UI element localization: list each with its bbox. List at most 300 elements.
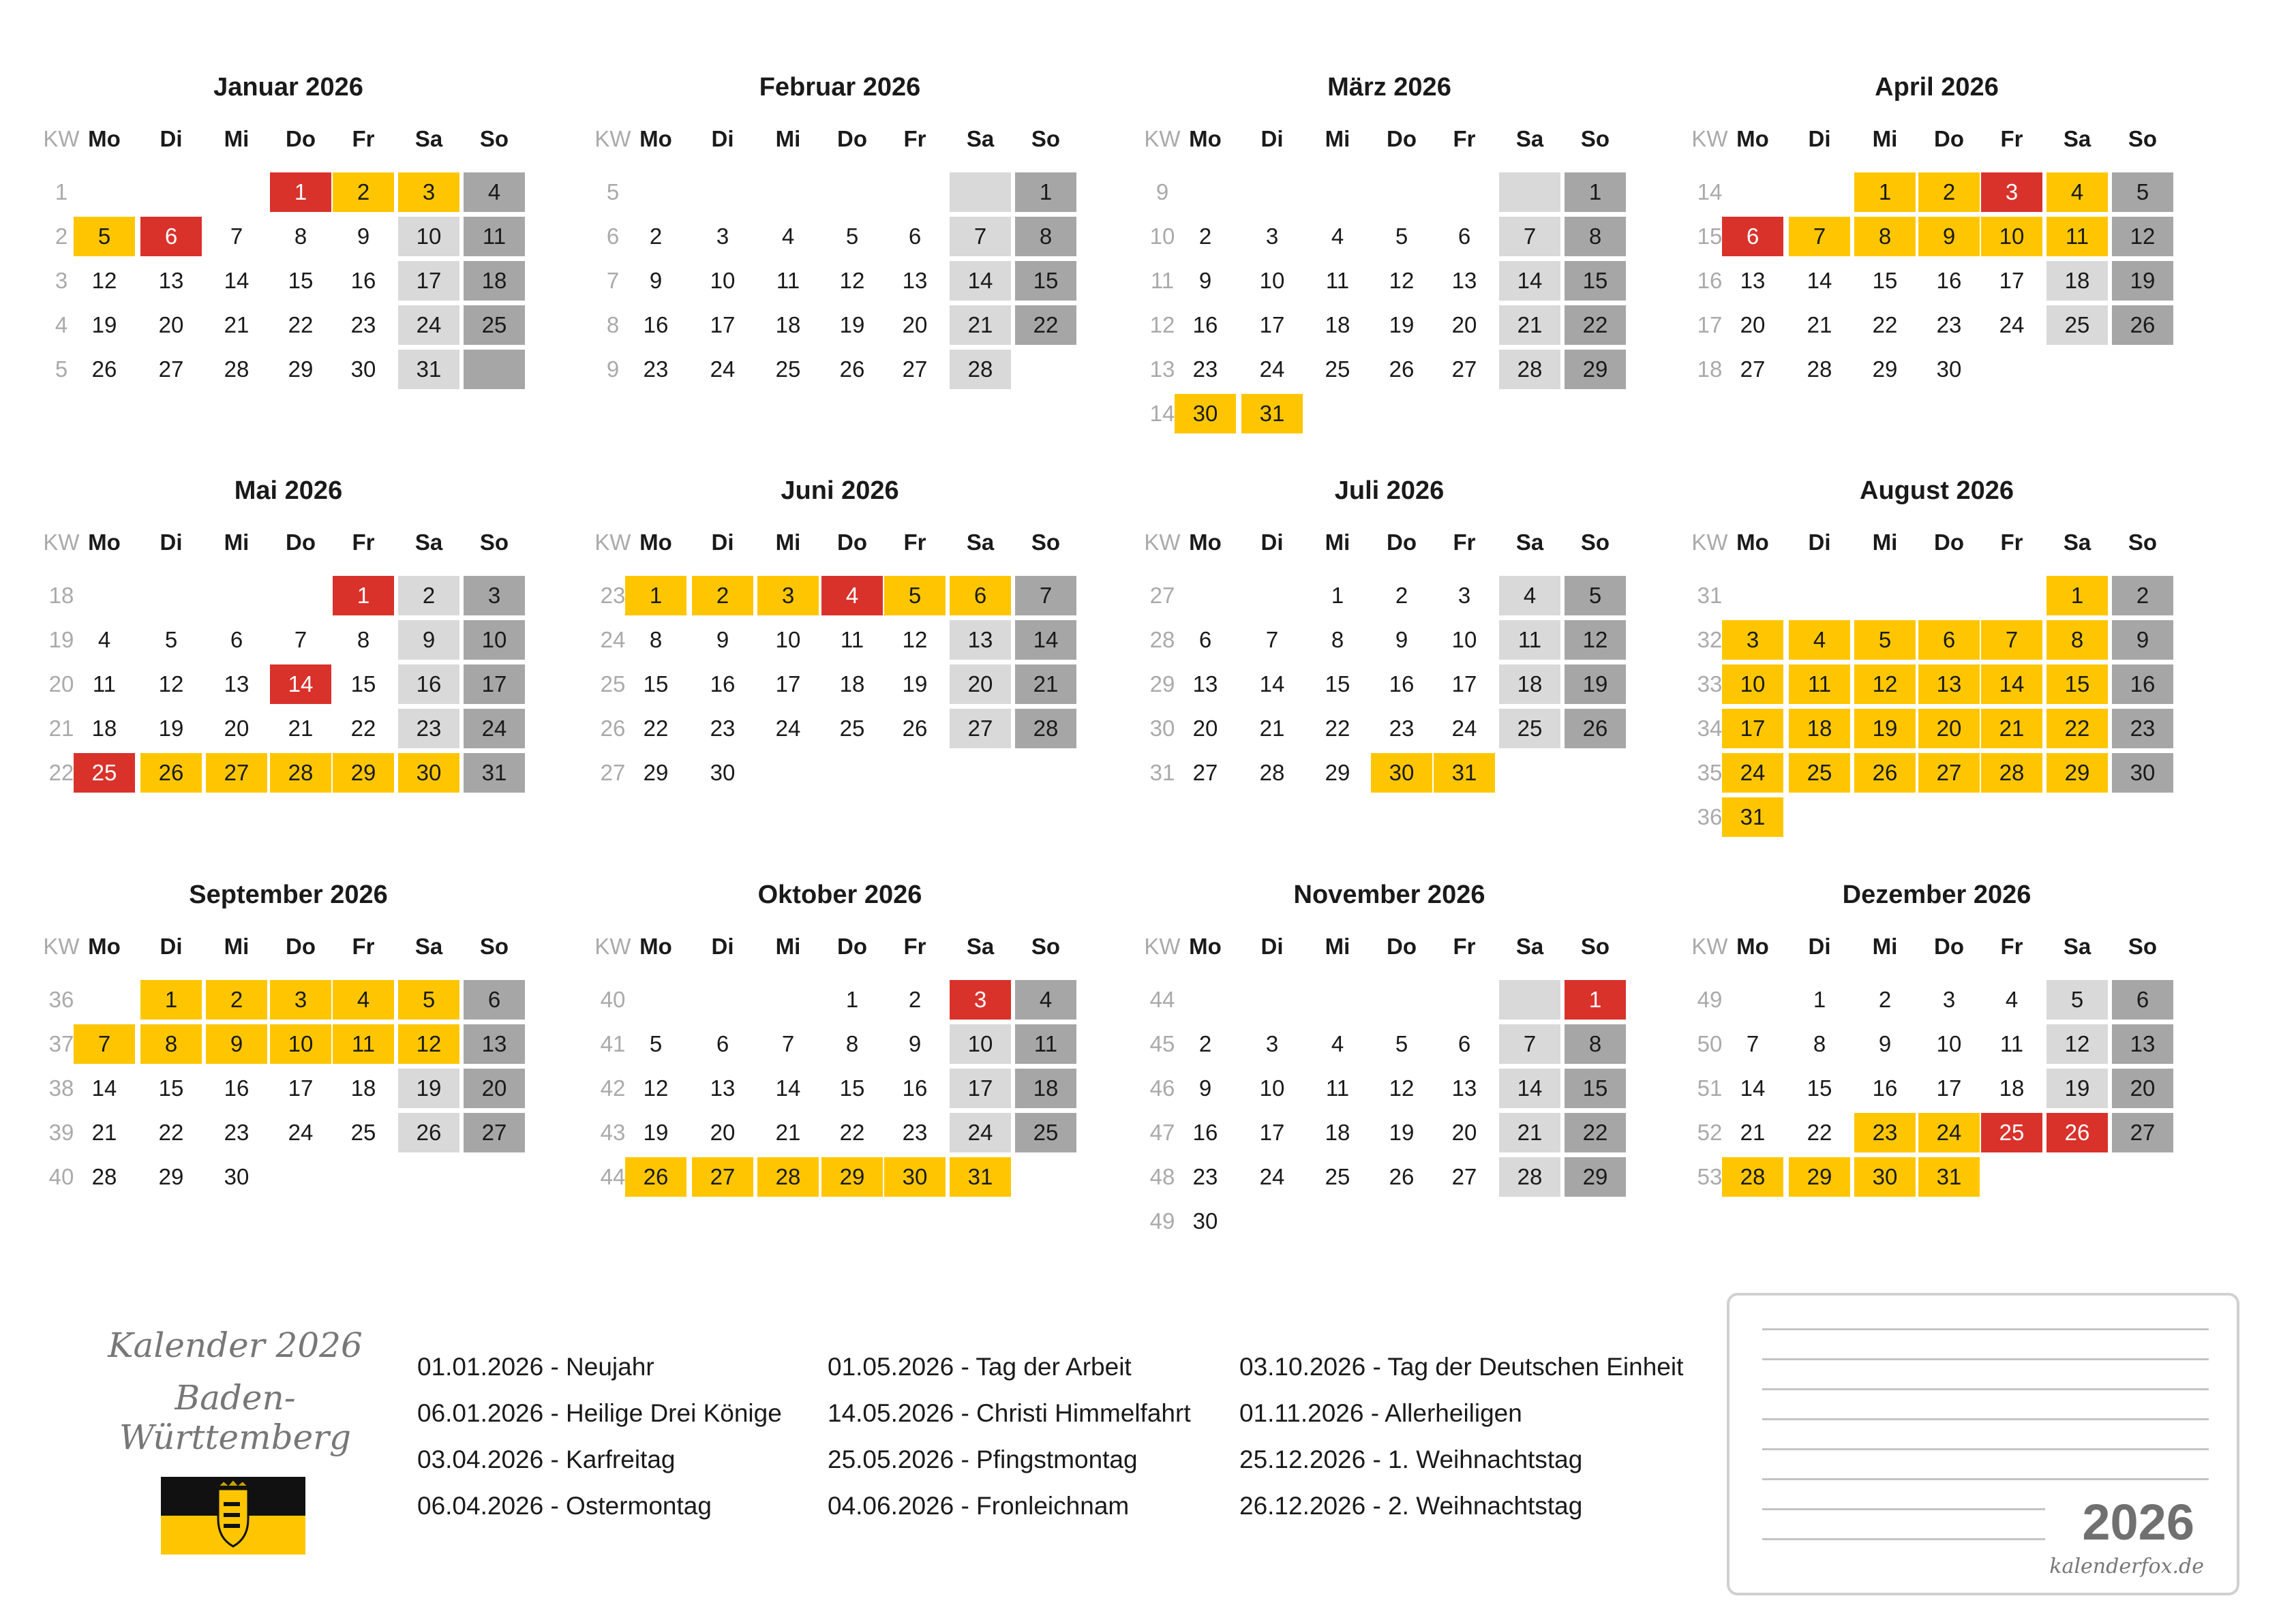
day-cell: 24 <box>950 1113 1011 1152</box>
note-line <box>1762 1388 2209 1390</box>
day-cell: 3 <box>1942 987 1956 1012</box>
note-line <box>1762 1478 2209 1480</box>
day-cell: 28 <box>270 753 331 793</box>
day-cell: 26 <box>1565 709 1626 748</box>
day-cell: 10 <box>270 1024 331 1064</box>
week-number: 43 <box>600 1120 626 1145</box>
day-cell: 8 <box>1854 217 1916 256</box>
day-cell: 19 <box>839 312 865 337</box>
weekday-header: Fr <box>1453 530 1476 555</box>
day-cell: 27 <box>1451 1164 1477 1189</box>
month-11 <box>1103 874 1610 1283</box>
day-cell: 26 <box>1389 356 1415 382</box>
day-cell: 24 <box>1918 1113 1980 1152</box>
week-number: 40 <box>48 1164 74 1189</box>
weekday-header: Sa <box>1515 530 1544 555</box>
day-cell: 15 <box>2046 664 2108 704</box>
weekday-header: Do <box>837 126 867 151</box>
weekday-header: Fr <box>352 934 375 959</box>
day-cell: 19 <box>1389 312 1415 337</box>
day-cell: 18 <box>1325 1120 1350 1145</box>
day-cell: 15 <box>1565 261 1626 301</box>
week-number: 6 <box>606 224 620 249</box>
day-cell: 6 <box>950 576 1011 615</box>
day-cell: 10 <box>710 268 736 293</box>
day-cell: 25 <box>775 356 801 382</box>
month-6 <box>554 470 1061 879</box>
weekday-header: Di <box>160 530 183 555</box>
weekday-header: Fr <box>1453 934 1476 959</box>
weekday-header: Mo <box>1189 934 1222 959</box>
day-cell: 8 <box>1813 1031 1826 1056</box>
day-cell: 23 <box>1192 356 1218 382</box>
day-cell: 12 <box>902 627 928 652</box>
day-cell: 8 <box>1565 217 1626 256</box>
day-cell: 1 <box>333 576 394 615</box>
week-number: 38 <box>48 1075 74 1101</box>
day-cell: 2 <box>2112 576 2173 615</box>
empty-sunday-cell <box>464 350 525 389</box>
day-cell: 30 <box>350 356 376 382</box>
day-cell: 18 <box>2046 261 2108 301</box>
day-cell: 12 <box>2046 1024 2108 1064</box>
week-number: 53 <box>1697 1164 1723 1189</box>
weekday-header: Mo <box>1189 530 1222 555</box>
weekday-header: So <box>479 530 509 555</box>
day-cell: 25 <box>1325 1164 1350 1189</box>
empty-saturday-cell <box>950 172 1011 212</box>
kw-header: KW <box>1144 126 1181 151</box>
day-cell: 4 <box>781 224 795 249</box>
holiday-entry: 01.01.2026 - Neujahr <box>417 1353 654 1381</box>
day-cell: 24 <box>1451 716 1477 741</box>
week-number: 48 <box>1149 1164 1175 1189</box>
weekday-header: So <box>1580 530 1610 555</box>
weekday-header: So <box>2128 530 2158 555</box>
day-cell: 27 <box>692 1157 753 1197</box>
day-cell: 20 <box>1451 312 1477 337</box>
weekday-header: Mi <box>224 126 250 151</box>
week-number: 36 <box>48 987 74 1012</box>
day-cell: 28 <box>1499 1157 1560 1197</box>
day-cell: 4 <box>464 172 525 212</box>
month-title: September 2026 <box>189 881 388 909</box>
day-cell: 7 <box>1746 1031 1759 1056</box>
week-number: 10 <box>1149 224 1175 249</box>
weekday-header: Mi <box>1325 530 1350 555</box>
weekday-header: Mo <box>1736 126 1769 151</box>
notes-year: 2026 <box>2082 1494 2194 1550</box>
week-number: 27 <box>1149 583 1175 608</box>
day-cell: 31 <box>398 350 459 389</box>
day-cell: 30 <box>1371 753 1432 793</box>
week-number: 20 <box>48 671 74 697</box>
week-number: 13 <box>1149 356 1175 382</box>
day-cell: 23 <box>350 312 376 337</box>
day-cell: 21 <box>1981 709 2042 748</box>
weekday-header: Mi <box>1325 126 1350 151</box>
day-cell: 14 <box>1740 1075 1766 1101</box>
day-cell: 19 <box>2046 1069 2108 1108</box>
day-cell: 9 <box>1918 217 1980 256</box>
day-cell: 14 <box>1981 664 2042 704</box>
day-cell: 13 <box>710 1075 736 1101</box>
day-cell: 29 <box>1872 356 1898 382</box>
day-cell: 15 <box>1807 1075 1832 1101</box>
day-cell: 6 <box>908 224 922 249</box>
day-cell: 25 <box>1499 709 1560 748</box>
weekday-header: Fr <box>2000 126 2023 151</box>
day-cell: 6 <box>140 217 202 256</box>
weekday-header: Do <box>286 934 316 959</box>
day-cell: 16 <box>1389 671 1415 697</box>
day-cell: 5 <box>1395 224 1408 249</box>
day-cell: 2 <box>1198 1031 1212 1056</box>
day-cell: 24 <box>288 1120 314 1145</box>
day-cell: 22 <box>1565 305 1626 345</box>
day-cell: 25 <box>74 753 135 793</box>
day-cell: 8 <box>1565 1024 1626 1064</box>
month-2 <box>554 67 1061 476</box>
day-cell: 22 <box>1565 1113 1626 1152</box>
day-cell: 14 <box>1259 671 1285 697</box>
day-cell: 15 <box>1565 1069 1626 1108</box>
holiday-entry: 06.04.2026 - Ostermontag <box>417 1492 712 1520</box>
day-cell: 10 <box>1936 1031 1962 1056</box>
week-number: 32 <box>1697 627 1723 652</box>
day-cell: 16 <box>398 664 459 704</box>
day-cell: 6 <box>230 627 243 652</box>
week-number: 5 <box>606 179 620 204</box>
day-cell: 4 <box>1499 576 1560 615</box>
day-cell: 20 <box>158 312 184 337</box>
weekday-header: Do <box>1387 530 1417 555</box>
day-cell: 27 <box>1918 753 1980 793</box>
day-cell: 18 <box>350 1075 376 1101</box>
day-cell: 29 <box>821 1157 883 1197</box>
week-number: 12 <box>1149 312 1175 337</box>
day-cell: 3 <box>1981 172 2042 212</box>
weekday-header: So <box>1031 530 1061 555</box>
month-12 <box>1650 874 2158 1283</box>
weekday-header: Sa <box>2063 126 2091 151</box>
day-cell: 26 <box>398 1113 459 1152</box>
day-cell: 5 <box>2046 980 2108 1020</box>
holiday-list-3 <box>1239 1344 1683 1529</box>
day-cell: 23 <box>1936 312 1962 337</box>
holiday-entry: 06.01.2026 - Heilige Drei Könige <box>417 1399 782 1427</box>
weekday-header: Mi <box>1325 934 1350 959</box>
day-cell: 14 <box>1807 268 1832 293</box>
day-cell: 9 <box>1395 627 1408 652</box>
day-cell: 2 <box>649 224 663 249</box>
coat-of-arms-icon <box>218 1489 248 1546</box>
day-cell: 16 <box>1936 268 1962 293</box>
day-cell: 15 <box>158 1075 184 1101</box>
weekday-header: Fr <box>2000 934 2023 959</box>
weekday-header: Sa <box>1515 934 1544 959</box>
weekday-header: Sa <box>1515 126 1544 151</box>
day-cell: 7 <box>1499 1024 1560 1064</box>
day-cell: 4 <box>1789 620 1850 660</box>
day-cell: 28 <box>1499 350 1560 389</box>
brand-logo: kalenderfox.de <box>2049 1555 2204 1578</box>
day-cell: 4 <box>333 980 394 1020</box>
day-cell: 29 <box>333 753 394 793</box>
weekday-header: Mi <box>1872 126 1898 151</box>
day-cell: 26 <box>140 753 202 793</box>
weekday-header: Mo <box>88 934 121 959</box>
month-title: Juni 2026 <box>781 476 899 505</box>
day-cell: 28 <box>1722 1157 1783 1197</box>
day-cell: 17 <box>1999 268 2025 293</box>
day-cell: 10 <box>1451 627 1477 652</box>
day-cell: 7 <box>1265 627 1279 652</box>
day-cell: 15 <box>350 671 376 697</box>
day-cell: 26 <box>2046 1113 2108 1152</box>
week-number: 49 <box>1149 1208 1175 1234</box>
day-cell: 6 <box>1457 1031 1471 1056</box>
day-cell: 6 <box>464 980 525 1020</box>
week-number: 27 <box>600 760 626 785</box>
day-cell: 3 <box>1457 583 1471 608</box>
note-line <box>1762 1508 2045 1510</box>
week-number: 46 <box>1149 1075 1175 1101</box>
day-cell: 12 <box>1854 664 1916 704</box>
day-cell: 3 <box>950 980 1011 1020</box>
day-cell: 4 <box>2046 172 2108 212</box>
day-cell: 8 <box>2046 620 2108 660</box>
kw-header: KW <box>1144 934 1181 959</box>
day-cell: 8 <box>357 627 370 652</box>
day-cell: 27 <box>1740 356 1766 382</box>
day-cell: 18 <box>775 312 801 337</box>
day-cell: 16 <box>350 268 376 293</box>
day-cell: 29 <box>1565 1157 1626 1197</box>
day-cell: 30 <box>224 1164 250 1189</box>
weekday-header: So <box>1031 934 1061 959</box>
month-title: Dezember 2026 <box>1842 881 2031 909</box>
day-cell: 9 <box>1198 1075 1212 1101</box>
day-cell: 26 <box>1389 1164 1415 1189</box>
day-cell: 26 <box>625 1157 686 1197</box>
day-cell: 27 <box>1451 356 1477 382</box>
empty-saturday-cell <box>1499 172 1560 212</box>
weekday-header: Fr <box>1453 126 1476 151</box>
day-cell: 21 <box>950 305 1011 345</box>
weekday-header: Do <box>1934 934 1964 959</box>
day-cell: 23 <box>2112 709 2173 748</box>
weekday-header: Fr <box>352 126 375 151</box>
weekday-header: Sa <box>2063 530 2091 555</box>
day-cell: 24 <box>464 709 525 748</box>
day-cell: 10 <box>1981 217 2042 256</box>
day-cell: 25 <box>464 305 525 345</box>
day-cell: 17 <box>288 1075 314 1101</box>
note-line <box>1762 1418 2209 1420</box>
week-number: 3 <box>55 268 68 293</box>
day-cell: 3 <box>270 980 331 1020</box>
day-cell: 14 <box>1499 261 1560 301</box>
day-cell: 22 <box>839 1120 865 1145</box>
day-cell: 28 <box>1981 753 2042 793</box>
weekday-header: So <box>2128 934 2158 959</box>
day-cell: 21 <box>1499 1113 1560 1152</box>
day-cell: 14 <box>950 261 1011 301</box>
month-title: Januar 2026 <box>213 73 363 102</box>
day-cell: 11 <box>1325 1075 1350 1101</box>
weekday-header: Di <box>711 126 734 151</box>
day-cell: 28 <box>950 350 1011 389</box>
month-8 <box>1650 470 2158 879</box>
day-cell: 7 <box>781 1031 795 1056</box>
day-cell: 24 <box>1722 753 1783 793</box>
day-cell: 2 <box>692 576 753 615</box>
day-cell: 27 <box>902 356 928 382</box>
day-cell: 13 <box>902 268 928 293</box>
week-number: 26 <box>600 716 626 741</box>
day-cell: 15 <box>288 268 314 293</box>
weekday-header: Sa <box>966 126 995 151</box>
day-cell: 10 <box>1259 1075 1285 1101</box>
day-cell: 20 <box>1918 709 1980 748</box>
day-cell: 21 <box>1259 716 1285 741</box>
week-number: 45 <box>1149 1031 1175 1056</box>
week-number: 39 <box>48 1120 74 1145</box>
day-cell: 28 <box>1015 709 1076 748</box>
weekday-header: Sa <box>414 530 443 555</box>
day-cell: 30 <box>398 753 459 793</box>
day-cell: 29 <box>1565 350 1626 389</box>
day-cell: 8 <box>140 1024 202 1064</box>
day-cell: 5 <box>164 627 178 652</box>
day-cell: 8 <box>649 627 663 652</box>
day-cell: 18 <box>1789 709 1850 748</box>
day-cell: 22 <box>288 312 314 337</box>
day-cell: 18 <box>1999 1075 2025 1101</box>
day-cell: 27 <box>464 1113 525 1152</box>
day-cell: 12 <box>2112 217 2173 256</box>
day-cell: 2 <box>206 980 267 1020</box>
month-1 <box>2 67 507 476</box>
day-cell: 18 <box>839 671 865 697</box>
kw-header: KW <box>594 530 631 555</box>
day-cell: 1 <box>270 172 331 212</box>
day-cell: 25 <box>1325 356 1350 382</box>
weekday-header: Mi <box>224 934 250 959</box>
weekday-header: Di <box>1260 530 1284 555</box>
day-cell: 11 <box>464 217 525 256</box>
week-number: 22 <box>48 760 74 785</box>
week-number: 8 <box>606 312 620 337</box>
weekday-header: So <box>2128 126 2158 151</box>
day-cell: 1 <box>845 987 859 1012</box>
day-cell: 20 <box>224 716 250 741</box>
holiday-entry: 01.11.2026 - Allerheiligen <box>1239 1399 1522 1427</box>
day-cell: 8 <box>1331 627 1344 652</box>
day-cell: 31 <box>950 1157 1011 1197</box>
day-cell: 19 <box>1389 1120 1415 1145</box>
day-cell: 20 <box>464 1069 525 1108</box>
day-cell: 6 <box>716 1031 729 1056</box>
day-cell: 4 <box>2005 987 2019 1012</box>
day-cell: 31 <box>1241 394 1303 433</box>
day-cell: 13 <box>224 671 250 697</box>
weekday-header: Di <box>1808 126 1831 151</box>
day-cell: 25 <box>2046 305 2108 345</box>
day-cell: 16 <box>1872 1075 1898 1101</box>
holiday-list-2 <box>828 1344 1191 1529</box>
weekday-header: Sa <box>414 934 443 959</box>
month-5 <box>2 470 507 879</box>
week-number: 29 <box>1149 671 1175 697</box>
weekday-header: Do <box>1934 126 1964 151</box>
day-cell: 9 <box>1878 1031 1892 1056</box>
day-cell: 6 <box>1722 217 1783 256</box>
week-number: 36 <box>1697 804 1723 829</box>
day-cell: 12 <box>158 671 184 697</box>
day-cell: 22 <box>350 716 376 741</box>
day-cell: 23 <box>224 1120 250 1145</box>
day-cell: 25 <box>1981 1113 2042 1152</box>
day-cell: 13 <box>158 268 184 293</box>
day-cell: 17 <box>1936 1075 1962 1101</box>
day-cell: 21 <box>1740 1120 1766 1145</box>
day-cell: 17 <box>398 261 459 301</box>
day-cell: 5 <box>2112 172 2173 212</box>
day-cell: 11 <box>1999 1031 2024 1056</box>
week-number: 52 <box>1697 1120 1723 1145</box>
day-cell: 12 <box>1389 1075 1415 1101</box>
day-cell: 22 <box>1325 716 1350 741</box>
day-cell: 17 <box>464 664 525 704</box>
day-cell: 11 <box>1789 664 1850 704</box>
day-cell: 5 <box>1565 576 1626 615</box>
week-number: 18 <box>48 583 74 608</box>
holiday-entry: 01.05.2026 - Tag der Arbeit <box>828 1353 1132 1381</box>
day-cell: 11 <box>1325 268 1350 293</box>
day-cell: 31 <box>1434 753 1495 793</box>
week-number: 17 <box>1697 312 1723 337</box>
month-title: Oktober 2026 <box>757 881 922 909</box>
month-9 <box>2 874 507 1283</box>
weekday-header: Mo <box>88 126 121 151</box>
week-number: 15 <box>1697 224 1723 249</box>
day-cell: 22 <box>158 1120 184 1145</box>
day-cell: 21 <box>288 716 314 741</box>
week-number: 16 <box>1697 268 1723 293</box>
weekday-header: Fr <box>903 530 926 555</box>
weekday-header: Mi <box>1872 530 1898 555</box>
weekday-header: Di <box>1808 530 1831 555</box>
weekday-header: Mo <box>88 530 121 555</box>
week-number: 18 <box>1697 356 1723 382</box>
day-cell: 30 <box>2112 753 2173 793</box>
week-number: 23 <box>600 583 626 608</box>
day-cell: 27 <box>950 709 1011 748</box>
week-number: 34 <box>1697 716 1723 741</box>
weekday-header: Mi <box>775 530 801 555</box>
day-cell: 12 <box>91 268 117 293</box>
day-cell: 3 <box>1265 1031 1279 1056</box>
kw-header: KW <box>43 530 80 555</box>
day-cell: 22 <box>1015 305 1076 345</box>
day-cell: 21 <box>1015 664 1076 704</box>
day-cell: 6 <box>1918 620 1980 660</box>
day-cell: 20 <box>2112 1069 2173 1108</box>
day-cell: 15 <box>1872 268 1898 293</box>
week-number: 33 <box>1697 671 1723 697</box>
